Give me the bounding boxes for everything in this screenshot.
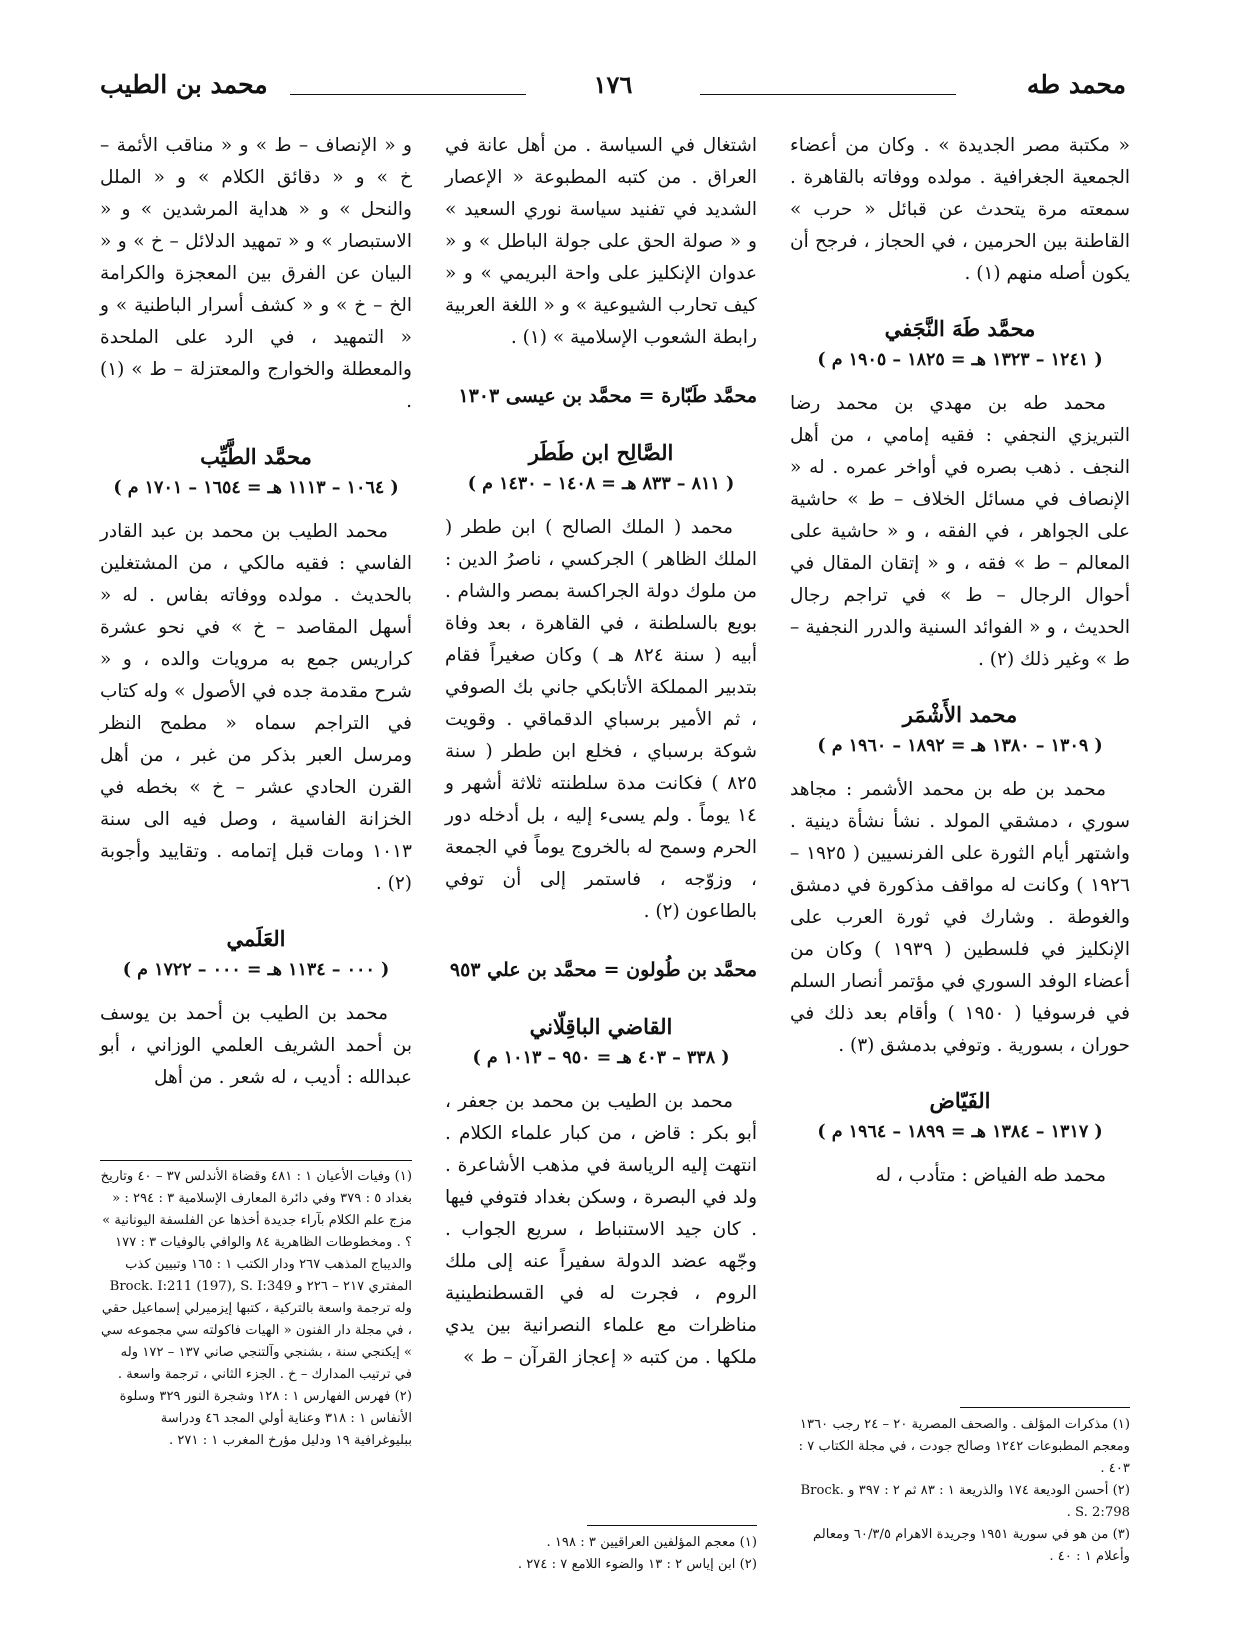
entry-body: محمد ( الملك الصالح ) ابن ططر ( الملك الظاهر ) الجركسي ، ناصرُ الدين : من ملوك دولة الجراكسة بمصر والشام . بويع بالسلطنة ، في القاهرة ، بعد وفاة أبيه ( سنة ٨٢٤ هـ ) وكان صغيراً فقام بتدبير المملكة الأتابكي جاني بك الصوفي ، ثم الأمير برسباي الدقماقي . وقويت شوكة برسباي ، فخلع ابن ططر ( سنة ٨٢٥ ) فكانت مدة سلطنته ثلاثة أشهر و ١٤ يوماً . ولم يسىء إليه ، بل أدخله دور الحرم وسمح له بالخروج يوماً في الجمعة ، وزوّجه ، فاستمر إلى أن توفي بالطاعون (٢) .	[445, 517, 757, 922]
entry-dates: ( ٨١١ – ٨٣٣ هـ = ١٤٠٨ – ١٤٣٠ م )	[467, 474, 735, 494]
entry-body: محمد بن طه بن محمد الأشمر : مجاهد سوري ، دمشقي المولد . نشأ نشأة دينية . واشتهر أيام الثورة على الفرنسيين ( ١٩٢٥ – ١٩٢٦ ) وكانت له مواقف مذكورة في دمشق والغوطة . وشارك في ثورة العرب على الإنكليز في فلسطين ( ١٩٣٩ ) وكان من أعضاء الوفد السوري في مؤتمر أنصار السلم في فرسوفيا ( ١٩٥٠ ) وأقام بعد ذلك في حوران ، بسورية . وتوفي بدمشق (٣) .	[790, 779, 1130, 1056]
entry-title: الصَّالِح ابن طَطَر	[528, 440, 674, 465]
continued-text: اشتغال في السياسة . من أهل عانة في العراق . من كتبه المطبوعة « الإعصار الشديد في تفنيد سياسة نوري السعيد » و « صولة الحق على جولة الباطل » و « عدوان الإنكليز على واحة البريمي » و « كيف تحارب الشيوعية » و « اللغة العربية رابطة الشعوب الإسلامية » (١) .	[445, 135, 757, 348]
entry-title: الفَيّاض	[929, 1088, 991, 1113]
entry-dates: ( ١٣١٧ – ١٣٨٤ هـ = ١٨٩٩ – ١٩٦٤ م )	[817, 1122, 1103, 1142]
footnote: (٢) ابن إياس ٢ : ١٣ والضوء اللامع ٧ : ٢٧٤ .	[517, 1557, 757, 1572]
entry-title: العَلَمي	[226, 926, 286, 951]
running-head-rule	[290, 94, 526, 95]
footnote: (١) مذكرات المؤلف . والصحف المصرية ٢٠ – ٢٤ رجب ١٣٦٠ ومعجم المطبوعات ١٢٤٢ وصالح جودت ، في مجلة الكتاب ٧ : ٤٠٣ .	[798, 1417, 1130, 1476]
continued-text: و « الإنصاف – ط » و « مناقب الأئمة – خ » و « دقائق الكلام » و « الملل والنحل » و « هداية المرشدين » و « الاستبصار » و « تمهيد الدلائل – خ » و « البيان عن الفرق بين المعجزة والكرامة الخ – خ » و « كشف أسرار الباطنية » و « التمهيد ، في الرد على الملحدة والمعطلة والخوارج والمعتزلة – ط » (١) .	[100, 135, 412, 412]
entry-title: محمَّد طَهَ النَّجَفي	[884, 316, 1036, 341]
running-head-right-name: محمد طه	[1026, 70, 1126, 99]
left-footnotes	[100, 1166, 412, 1452]
entry-title: محمَّد الطَّيِّب	[200, 444, 312, 469]
entry-dates: ( ١٣٠٩ – ١٣٨٠ هـ = ١٨٩٢ – ١٩٦٠ م )	[817, 736, 1103, 756]
left-column	[100, 130, 412, 1094]
footnote-rule	[960, 1407, 1130, 1408]
footnote: (٢) فهرس الفهارس ١ : ١٢٨ وشجرة النور ٣٢٩ وسلوة الأنفاس ١ : ٣١٨ وعناية أولي المجد ٤٦ ودراسة ببليوغرافية ١٩ ودليل مؤرخ المغرب ١ : ٢٧١ .	[119, 1389, 412, 1448]
middle-footnotes	[445, 1532, 757, 1576]
entry-body: محمد طه بن مهدي بن محمد رضا التبريزي النجفي : فقيه إمامي ، من أهل النجف . ذهب بصره في أواخر عمره . له « الإنصاف في مسائل الخلاف – ط » حاشية على الجواهر ، في الفقه ، و « حاشية على المعالم – ط » فقه ، و « إتقان المقال في أحوال الرجال – ط » في تراجم رجال الحديث ، و « الفوائد السنية والدرر النجفية – ط » وغير ذلك (٢) .	[790, 393, 1130, 670]
entry-dates: ( ٣٣٨ – ٤٠٣ هـ = ٩٥٠ – ١٠١٣ م )	[472, 1048, 730, 1068]
footnote-rule	[587, 1525, 757, 1526]
running-head-left-name: محمد بن الطيب	[100, 70, 268, 99]
entry-dates: ( ١٢٤١ – ١٣٢٣ هـ = ١٨٢٥ – ١٩٠٥ م )	[817, 350, 1103, 370]
footnote: (١) معجم المؤلفين العراقيين ٣ : ١٩٨ .	[546, 1535, 757, 1550]
running-head-rule	[700, 94, 956, 95]
entry-dates: ( ١٠٦٤ – ١١١٣ هـ = ١٦٥٤ – ١٧٠١ م )	[113, 478, 399, 498]
continued-text: « مكتبة مصر الجديدة » . وكان من أعضاء الجمعية الجغرافية . مولده ووفاته بالقاهرة . سمعته مرة يتحدث عن قبائل « حرب » القاطنة بين الحرمين ، في الحجاز ، فرجح أن يكون أصله منهم (١) .	[790, 135, 1130, 284]
entry-body: محمد بن الطيب بن محمد بن جعفر ، أبو بكر : قاض ، من كبار علماء الكلام . انتهت إليه الرياسة في مذهب الأشاعرة . ولد في البصرة ، وسكن بغداد فتوفي فيها . كان جيد الاستنباط ، سريع الجواب . وجّهه عضد الدولة سفيراً عنه إلى ملك الروم ، فجرت له في القسطنطينية مناظرات مع علماء النصرانية بين يدي ملكها . من كتبه « إعجاز القرآن – ط »	[445, 1091, 757, 1368]
running-head	[100, 70, 1126, 114]
cross-reference: محمَّد طَبّارة = محمَّد بن عيسى ١٣٠٣	[458, 385, 757, 407]
footnote-rule	[100, 1160, 412, 1161]
entry-title: محمد الأَشْمَر	[902, 702, 1018, 727]
entry-body: محمد الطيب بن محمد بن عبد القادر الفاسي : فقيه مالكي ، من المشتغلين بالحديث . مولده ووفاته بفاس . له « أسهل المقاصد – خ » في نحو عشرة كراريس جمع به مرويات والده ، و « شرح مقدمة جده في الأصول » وله كتاب في التراجم سماه « مطمح النظر ومرسل العبر بذكر من غبر ، من أهل القرن الحادي عشر – خ » بخطه في الخزانة الفاسية ، وصل فيه الى سنة ١٠١٣ ومات قبل إتمامه . وتقاييد وأجوبة (٢) .	[100, 521, 412, 894]
footnote: (٣) من هو في سورية ١٩٥١ وجريدة الاهرام ٦٠/٣/٥ ومعالم وأعلام ١ : ٤٠ .	[813, 1527, 1130, 1564]
right-column	[790, 130, 1130, 1192]
footnote: (٢) أحسن الوديعة ١٧٤ والذريعة ١ : ٨٣ ثم ٢ : ٣٩٧ و Brock. S. 2:798 .	[800, 1483, 1130, 1520]
entry-dates: ( ٠٠٠ – ١١٣٤ هـ = ٠٠٠ – ١٧٢٢ م )	[122, 960, 390, 980]
entry-title: القاضي الباقِلّاني	[529, 1014, 673, 1039]
entry-body: محمد بن الطيب بن أحمد بن يوسف بن أحمد الشريف العلمي الوزاني ، أبو عبدالله : أديب ، له شعر . من أهل	[100, 1003, 412, 1088]
middle-column	[445, 130, 757, 1374]
right-footnotes	[790, 1414, 1130, 1568]
page-number: ١٧٦	[580, 70, 647, 99]
entry-body: محمد طه الفياض : متأدب ، له	[875, 1165, 1106, 1186]
cross-reference: محمَّد بن طُولون = محمَّد بن علي ٩٥٣	[449, 959, 757, 981]
footnote: (١) وفيات الأعيان ١ : ٤٨١ وقضاة الأندلس ٣٧ – ٤٠ وتاريخ بغداد ٥ : ٣٧٩ وفي دائرة المعارف الإسلامية ٣ : ٢٩٤ : « مزج علم الكلام بآراء جديدة أخذها عن الفلسفة اليونانية » ؟ . ومخطوطات الظاهرية ٨٤ والوافي بالوفيات ٣ : ١٧٧ والديباج المذهب ٢٦٧ ودار الكتب ١ : ١٦٥ وتبيين كذب المفتري ٢١٧ – ٢٢٦ و Brock. I:211 (197), S. I:349 وله ترجمة واسعة بالتركية ، كتبها إيزميرلي إسماعيل حقي ، في مجلة دار الفنون « الهيات فاكولته سي مجموعه سي » إيكنجي سنة ، بشنجي وآلتنجي صاني ١٣٧ – ١٧٢ وله في ترتيب المدارك – خ . الجزء الثاني ، ترجمة واسعة .	[100, 1169, 412, 1382]
